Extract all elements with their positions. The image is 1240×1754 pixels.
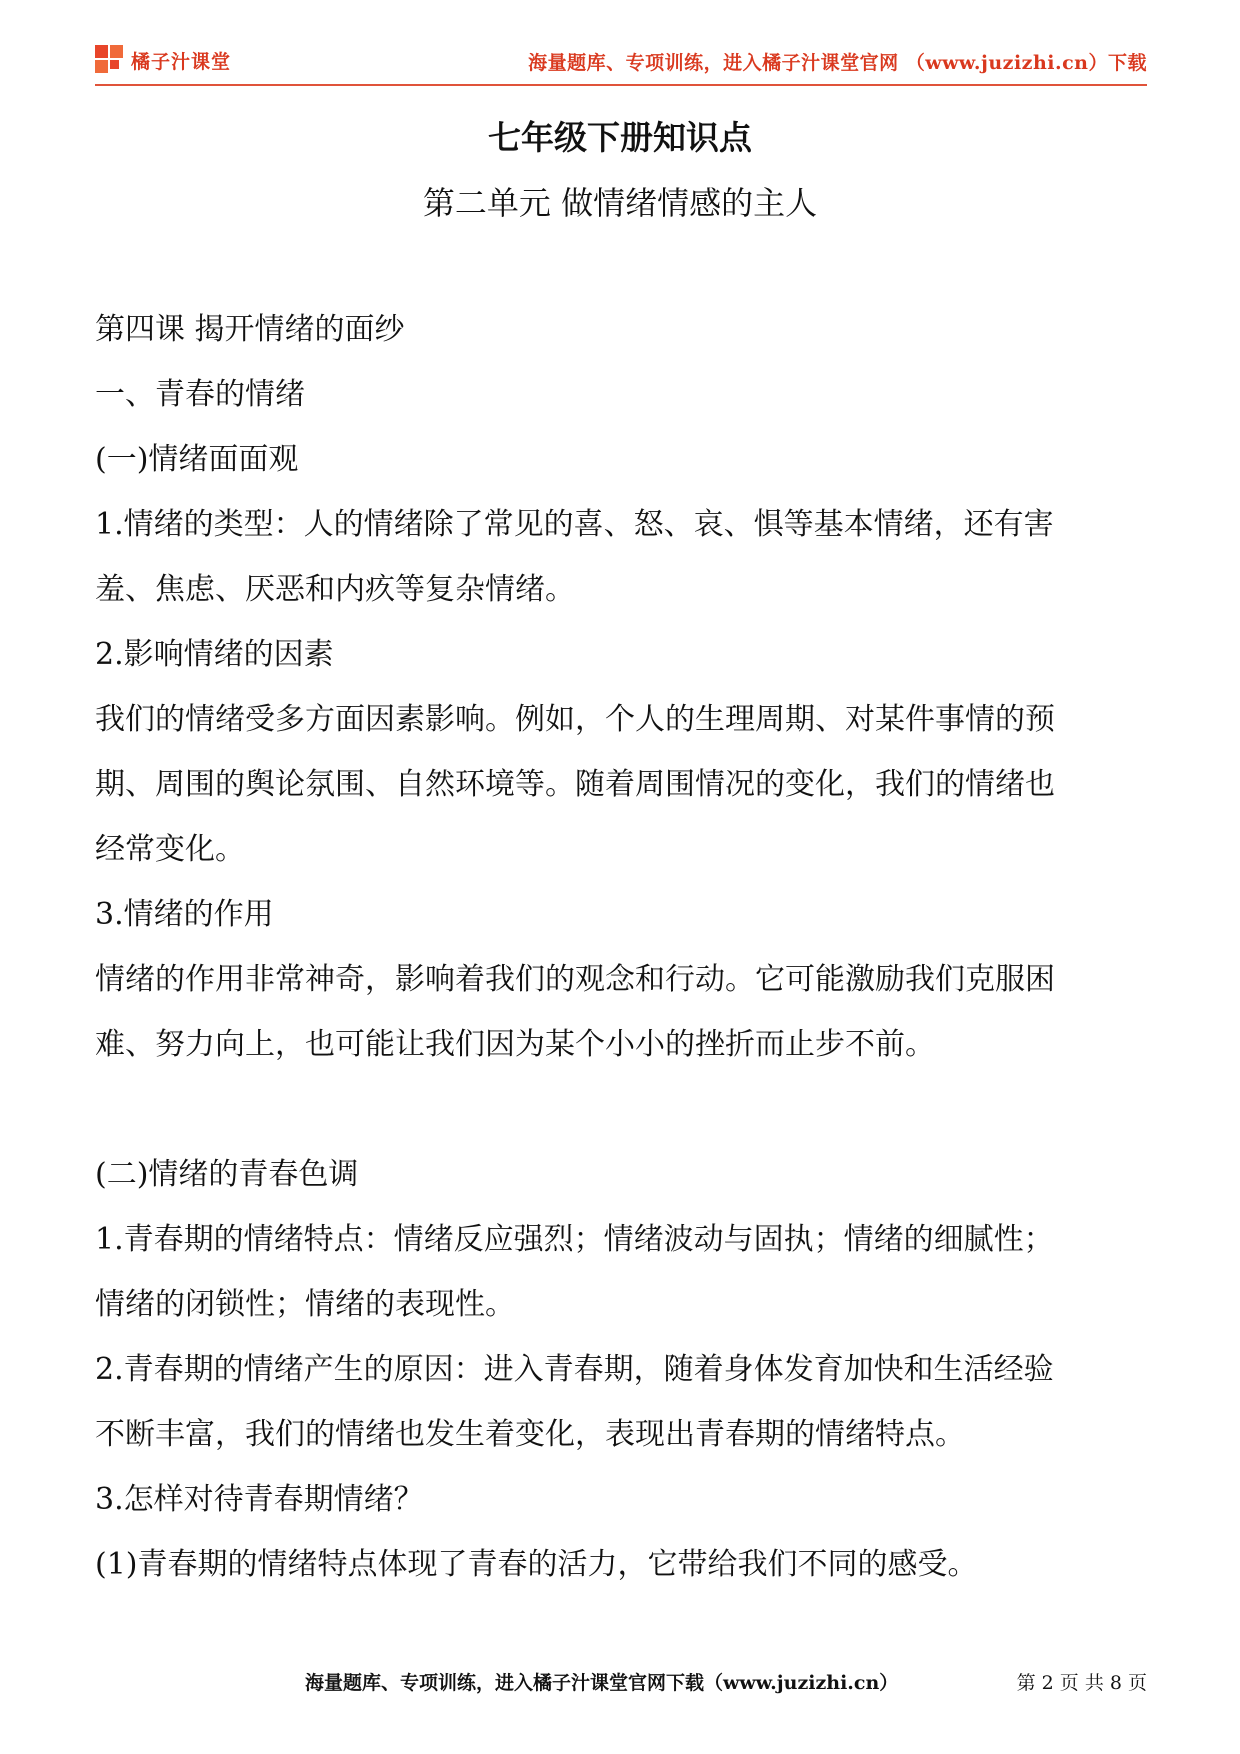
page-footer <box>95 1668 1147 1708</box>
text-line: 2.影响情绪的因素 <box>95 637 334 672</box>
text-line: 情绪的闭锁性；情绪的表现性。 <box>95 1287 515 1322</box>
text-line: 第四课 揭开情绪的面纱 <box>95 312 405 347</box>
header-divider <box>95 84 1147 86</box>
text-line: (二)情绪的青春色调 <box>95 1157 359 1192</box>
logo-squares-icon <box>95 45 125 75</box>
document-title: 七年级下册知识点 <box>488 118 752 157</box>
header-slogan: 海量题库、专项训练，进入橘子汁课堂官网 （www.juzizhi.cn）下载 <box>528 52 1147 74</box>
brand-logo <box>95 42 231 78</box>
text-line: 1.情绪的类型：人的情绪除了常见的喜、怒、哀、惧等基本情绪，还有害 <box>95 507 1054 542</box>
text-line: (1)青春期的情绪特点体现了青春的活力，它带给我们不同的感受。 <box>95 1547 978 1582</box>
text-line: 经常变化。 <box>95 832 245 867</box>
page-header <box>95 40 1147 80</box>
text-line: 情绪的作用非常神奇，影响着我们的观念和行动。它可能激励我们克服困 <box>95 962 1055 997</box>
text-line: 2.青春期的情绪产生的原因：进入青春期，随着身体发育加快和生活经验 <box>95 1352 1054 1387</box>
logo-text: 橘子汁课堂 <box>131 50 232 73</box>
footer-slogan: 海量题库、专项训练，进入橘子汁课堂官网下载（www.juzizhi.cn） <box>305 1672 899 1694</box>
text-line: 不断丰富，我们的情绪也发生着变化，表现出青春期的情绪特点。 <box>95 1417 965 1452</box>
page-number: 第 2 页 共 8 页 <box>1016 1672 1147 1694</box>
text-line: 一、青春的情绪 <box>95 377 305 412</box>
text-line: 羞、焦虑、厌恶和内疚等复杂情绪。 <box>95 572 575 607</box>
unit-title: 第二单元 做情绪情感的主人 <box>422 184 818 222</box>
text-line: 期、周围的舆论氛围、自然环境等。随着周围情况的变化，我们的情绪也 <box>95 767 1055 802</box>
blank-line <box>95 1077 1147 1142</box>
document-body <box>95 297 1147 1597</box>
text-line: (一)情绪面面观 <box>95 442 299 477</box>
text-line: 我们的情绪受多方面因素影响。例如，个人的生理周期、对某件事情的预 <box>95 702 1055 737</box>
text-line: 3.情绪的作用 <box>95 897 274 932</box>
text-line: 3.怎样对待青春期情绪？ <box>95 1482 424 1517</box>
text-line: 难、努力向上，也可能让我们因为某个小小的挫折而止步不前。 <box>95 1027 935 1062</box>
text-line: 1.青春期的情绪特点：情绪反应强烈；情绪波动与固执；情绪的细腻性； <box>95 1222 1054 1257</box>
